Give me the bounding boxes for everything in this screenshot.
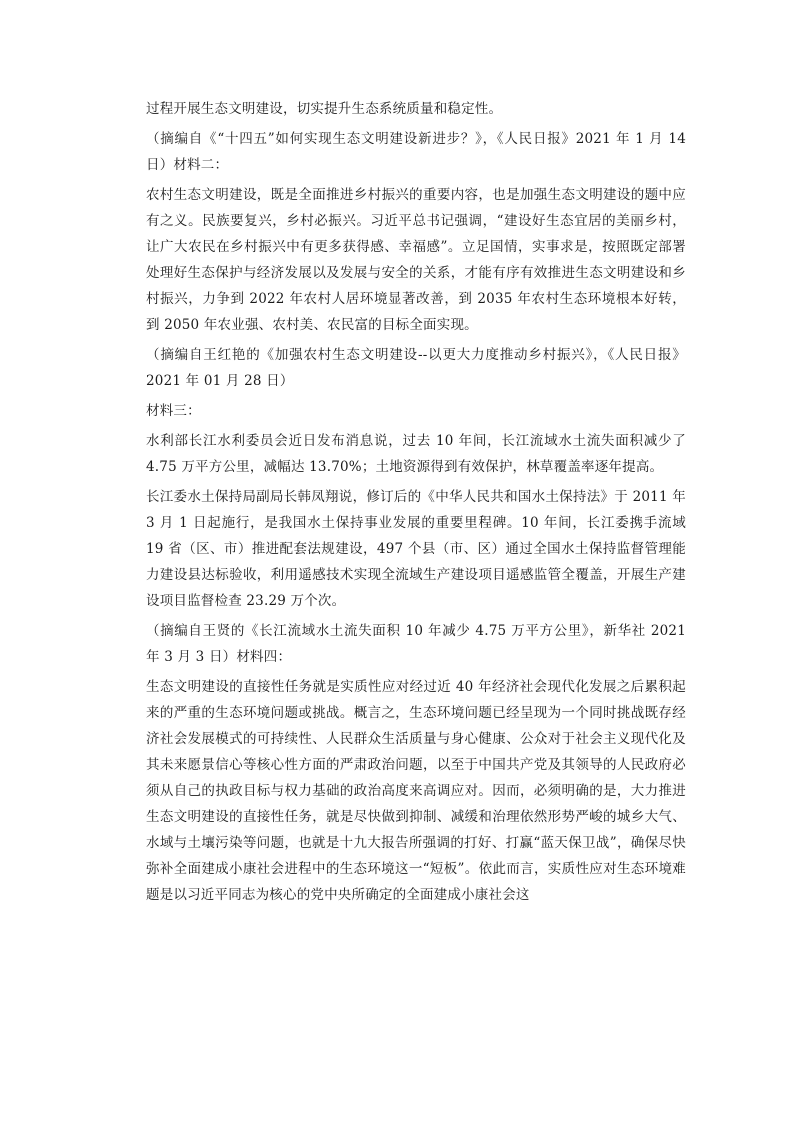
paragraph-material-3b: 长江委水土保持局副局长韩凤翔说，修订后的《中华人民共和国水土保持法》于 2011 年 3 月 1 日起施行，是我国水土保持事业发展的重要里程碑。10 年间，长江委携手流域 19 省（区、市）推进配套法规建设，497 个县（市、区）通过全国水土保持监督管理能力建设县达标验收，利用遥感技术实现全流域生产建设项目遥感监管全覆盖，开展生产建设项目监督检查 23.29 万个次。 xyxy=(146,489,686,609)
paragraph-material-3a: 水利部长江水利委员会近日发布消息说，过去 10 年间，长江流域水土流失面积减少了 4.75 万平方公里，减幅达 13.70%；土地资源得到有效保护，林草覆盖率逐年提高。 xyxy=(146,433,686,475)
section-heading-material-3: 材料三： xyxy=(146,403,201,419)
paragraph-material-2: 农村生态文明建设，既是全面推进乡村振兴的重要内容，也是加强生态文明建设的题中应有之义。民族要复兴，乡村必振兴。习近平总书记强调，“建设好生态宜居的美丽乡村，让广大农民在乡村振兴中有更多获得感、幸福感”。立足国情，实事求是，按照既定部署处理好生态保护与经济发展以及发展与安全的关系，才能有序有效推进生态文明建设和乡村振兴，力争到 2022 年农村人居环境显著改善，到 2035 年农村生态环境根本好转，到 2050 年农业强、农村美、农民富的目标全面实现。 xyxy=(146,187,686,333)
document-body xyxy=(146,96,686,908)
paragraph-continuation: 过程开展生态文明建设，切实提升生态系统质量和稳定性。 xyxy=(146,101,503,117)
source-citation-2: （摘编自王红艳的《加强农村生态文明建设--以更大力度推动乡村振兴》，《人民日报》2021 年 01 月 28 日） xyxy=(146,347,686,389)
source-citation-1: （摘编自《“十四五”如何实现生态文明建设新进步？》，《人民日报》2021 年 1 月 14 日）材料二： xyxy=(146,131,686,173)
paragraph-material-4: 生态文明建设的直接性任务就是实质性应对经过近 40 年经济社会现代化发展之后累积起来的严重的生态环境问题或挑战。概言之，生态环境问题已经呈现为一个同时挑战既存经济社会发展模式的可持续性、人民群众生活质量与身心健康、公众对于社会主义现代化及其未来愿景信心等核心性方面的严肃政治问题，以至于中国共产党及其领导的人民政府必须从自己的执政目标与权力基础的政治高度来高调应对。因而，必须明确的是，大力推进生态文明建设的直接性任务，就是尽快做到抑制、减缓和治理依然形势严峻的城乡大气、水域与土壤污染等问题，也就是十九大报告所强调的打好、打赢“蓝天保卫战”，确保尽快弥补全面建成小康社会进程中的生态环境这一“短板”。依此而言，实质性应对生态环境难题是以习近平同志为核心的党中央所确定的全面建成小康社会这 xyxy=(146,679,686,903)
source-citation-3: （摘编自王贤的《长江流域水土流失面积 10 年减少 4.75 万平方公里》，新华社 2021 年 3 月 3 日）材料四： xyxy=(146,623,686,665)
